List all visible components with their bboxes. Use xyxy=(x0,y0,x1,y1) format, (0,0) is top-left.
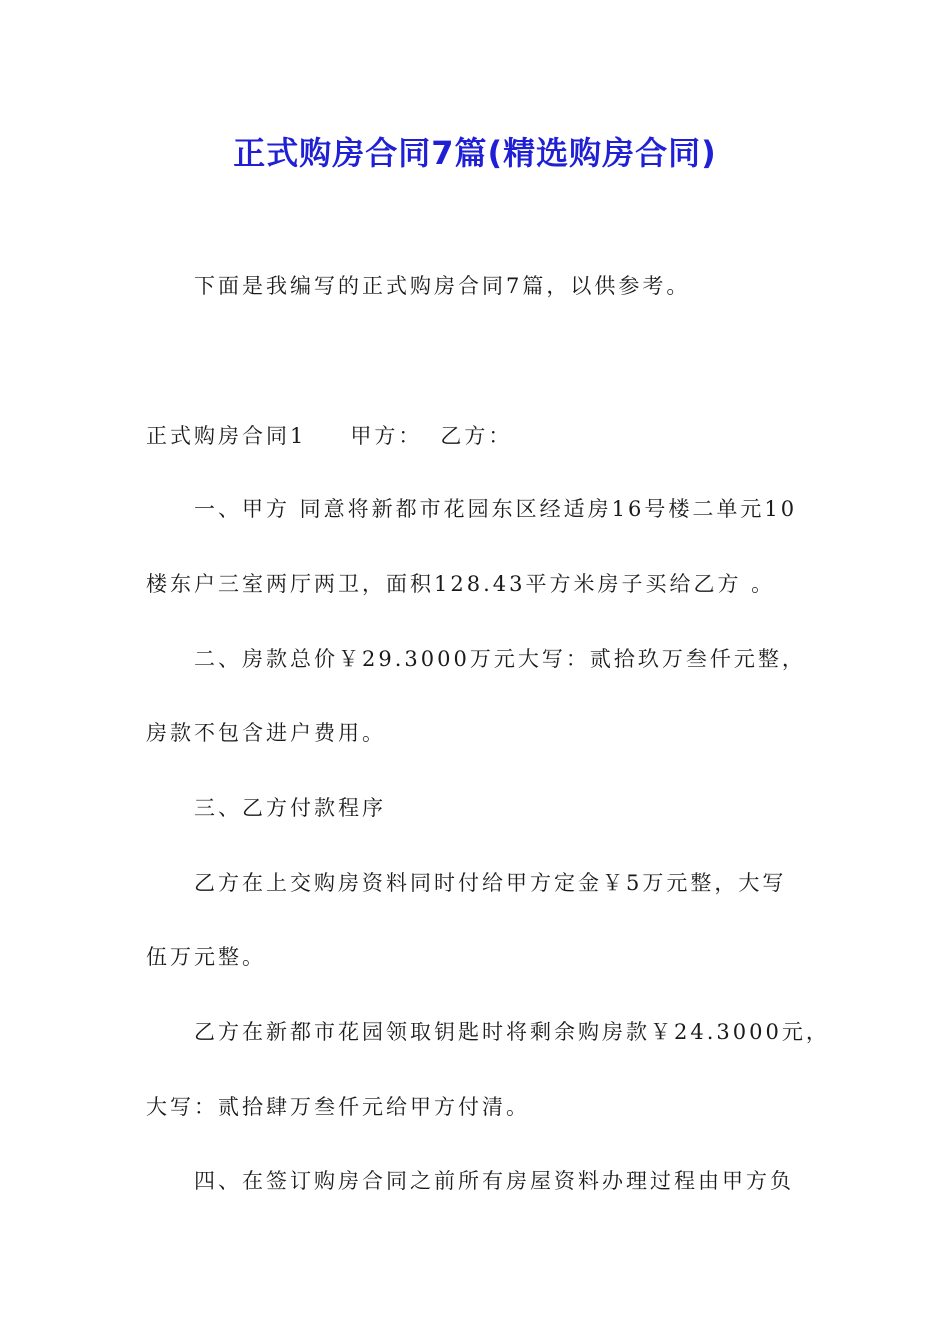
contract-heading-label: 正式购房合同1 xyxy=(146,424,307,448)
document-title: 正式购房合同7篇(精选购房合同) xyxy=(233,134,717,172)
paragraph-line: 大写：贰拾肆万叁仟元给甲方付清。 xyxy=(146,1095,530,1119)
paragraph-line: 伍万元整。 xyxy=(146,945,266,969)
section-heading: 三、乙方付款程序 xyxy=(194,796,386,820)
intro-paragraph: 下面是我编写的正式购房合同7篇，以供参考。 xyxy=(194,274,691,298)
paragraph-line: 一、甲方 同意将新都市花园东区经适房16号楼二单元10 xyxy=(194,497,798,521)
party-b-label: 乙方： xyxy=(440,424,513,448)
paragraph-line: 二、房款总价￥29.3000万元大写：贰拾玖万叁仟元整， xyxy=(194,647,806,671)
contract-heading xyxy=(146,421,512,451)
paragraph-line: 乙方在新都市花园领取钥匙时将剩余购房款￥24.3000元， xyxy=(194,1020,830,1044)
paragraph-line: 房款不包含进户费用。 xyxy=(146,721,386,745)
paragraph-line: 四、在签订购房合同之前所有房屋资料办理过程由甲方负 xyxy=(194,1169,794,1193)
party-a-label: 甲方： xyxy=(350,424,423,448)
paragraph-line: 乙方在上交购房资料同时付给甲方定金￥5万元整，大写 xyxy=(194,871,787,895)
paragraph-line: 楼东户三室两厅两卫，面积128.43平方米房子买给乙方 。 xyxy=(146,572,776,596)
